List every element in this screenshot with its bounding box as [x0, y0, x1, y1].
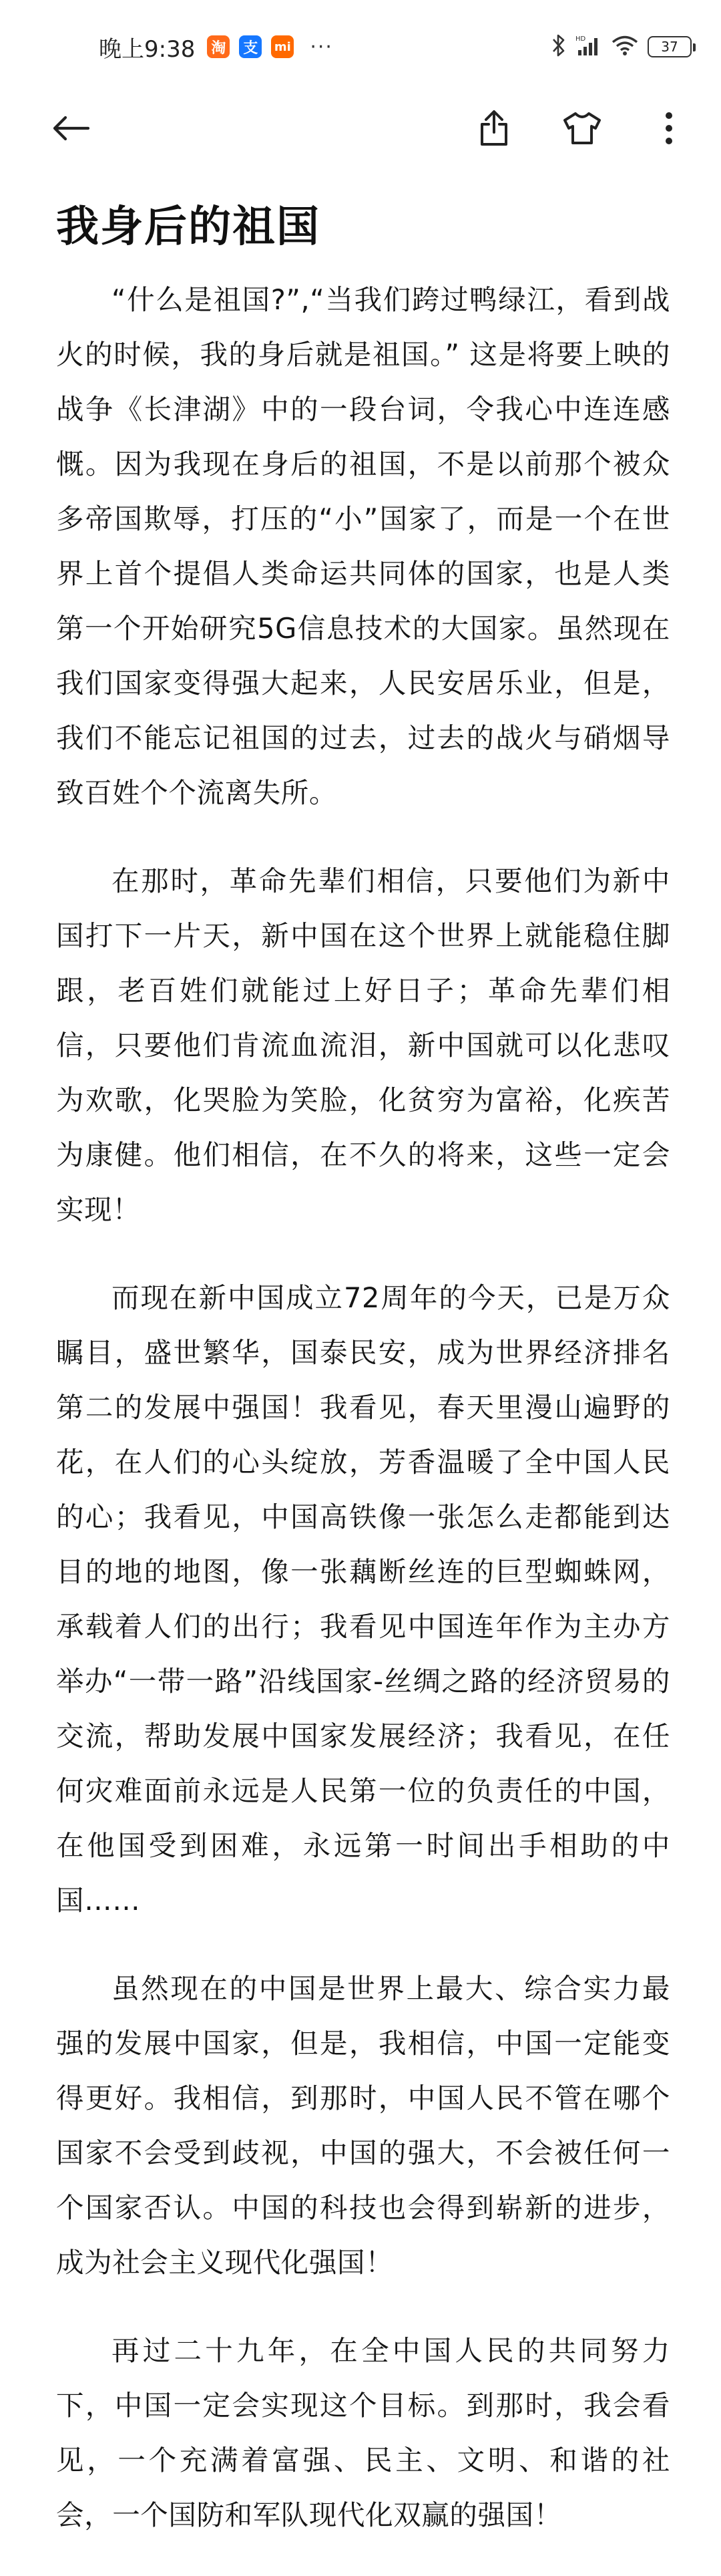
tshirt-icon [562, 111, 602, 146]
status-time: 晚上9:38 [99, 35, 196, 63]
more-vertical-icon [664, 110, 674, 146]
status-indicators [551, 33, 692, 60]
back-button[interactable] [44, 102, 97, 155]
more-notifications-icon: ··· [310, 35, 333, 59]
share-button[interactable] [467, 102, 521, 155]
theme-button[interactable] [555, 102, 609, 155]
signal-icon [575, 34, 602, 59]
mi-icon: mi [271, 35, 294, 58]
alipay-icon: 支 [239, 35, 262, 58]
paragraph: “什么是祖国?”,“当我们跨过鸭绿江，看到战火的时候，我的身后就是祖国。” 这是将要上映的战争《长津湖》中的一段台词，令我心中连连感慨。因为我现在身后的祖国，不是以前那个被众多帝国欺辱，打压的“小”国家了，而是一个在世界上首个提倡人类命运共同体的国家，也是人类第一个开始研究5G信息技术的大国家。虽然现在我们国家变得强大起来，人民安居乐业，但是，我们不能忘记祖国的过去，过去的战火与硝烟导致百姓个个流离失所。 [56, 283, 670, 809]
status-bar [0, 0, 721, 94]
toolbar [0, 94, 721, 167]
paragraph: 虽然现在的中国是世界上最大、综合实力最强的发展中国家，但是，我相信，中国一定能变得更好。我相信，到那时，中国人民不管在哪个国家不会受到歧视，中国的强大，不会被任何一个国家否认。中国的科技也会得到崭新的进步，成为社会主义现代化强国！ [56, 1972, 670, 2279]
svg-text:HD: HD [575, 35, 586, 43]
more-options-button[interactable] [642, 102, 696, 155]
article-title: 我身后的祖国 [56, 202, 320, 252]
bluetooth-icon [551, 33, 566, 60]
share-icon [477, 110, 511, 147]
arrow-left-icon [51, 114, 91, 143]
paragraph: 再过二十九年，在全中国人民的共同努力下，中国一定会实现这个目标。到那时，我会看见，一个充满着富强、民主、文明、和谐的社会，一个国防和军队现代化双赢的强国！ [56, 2334, 670, 2531]
taobao-icon: 淘 [207, 35, 230, 58]
paragraph: 在那时，革命先辈们相信，只要他们为新中国打下一片天，新中国在这个世界上就能稳住脚跟，老百姓们就能过上好日子；革命先辈们相信，只要他们肯流血流泪，新中国就可以化悲叹为欢歌，化哭脸为笑脸，化贫穷为富裕，化疾苦为康健。他们相信，在不久的将来，这些一定会实现！ [56, 864, 670, 1226]
battery-icon: 37 [648, 36, 692, 57]
article-body [56, 273, 670, 2576]
wifi-icon [612, 35, 638, 59]
paragraph: 而现在新中国成立72周年的今天，已是万众瞩目，盛世繁华，国泰民安，成为世界经济排名第二的发展中强国！我看见，春天里漫山遍野的花，在人们的心头绽放，芳香温暖了全中国人民的心；我看见，中国高铁像一张怎么走都能到达目的地的地图，像一张藕断丝连的巨型蜘蛛网，承载着人们的出行；我看见中国连年作为主办方举办“一带一路”沿线国家-丝绸之路的经济贸易的交流，帮助发展中国家发展经济；我看见，在任何灾难面前永远是人民第一位的负责任的中国，在他国受到困难，永远第一时间出手相助的中国…… [56, 1281, 670, 1917]
